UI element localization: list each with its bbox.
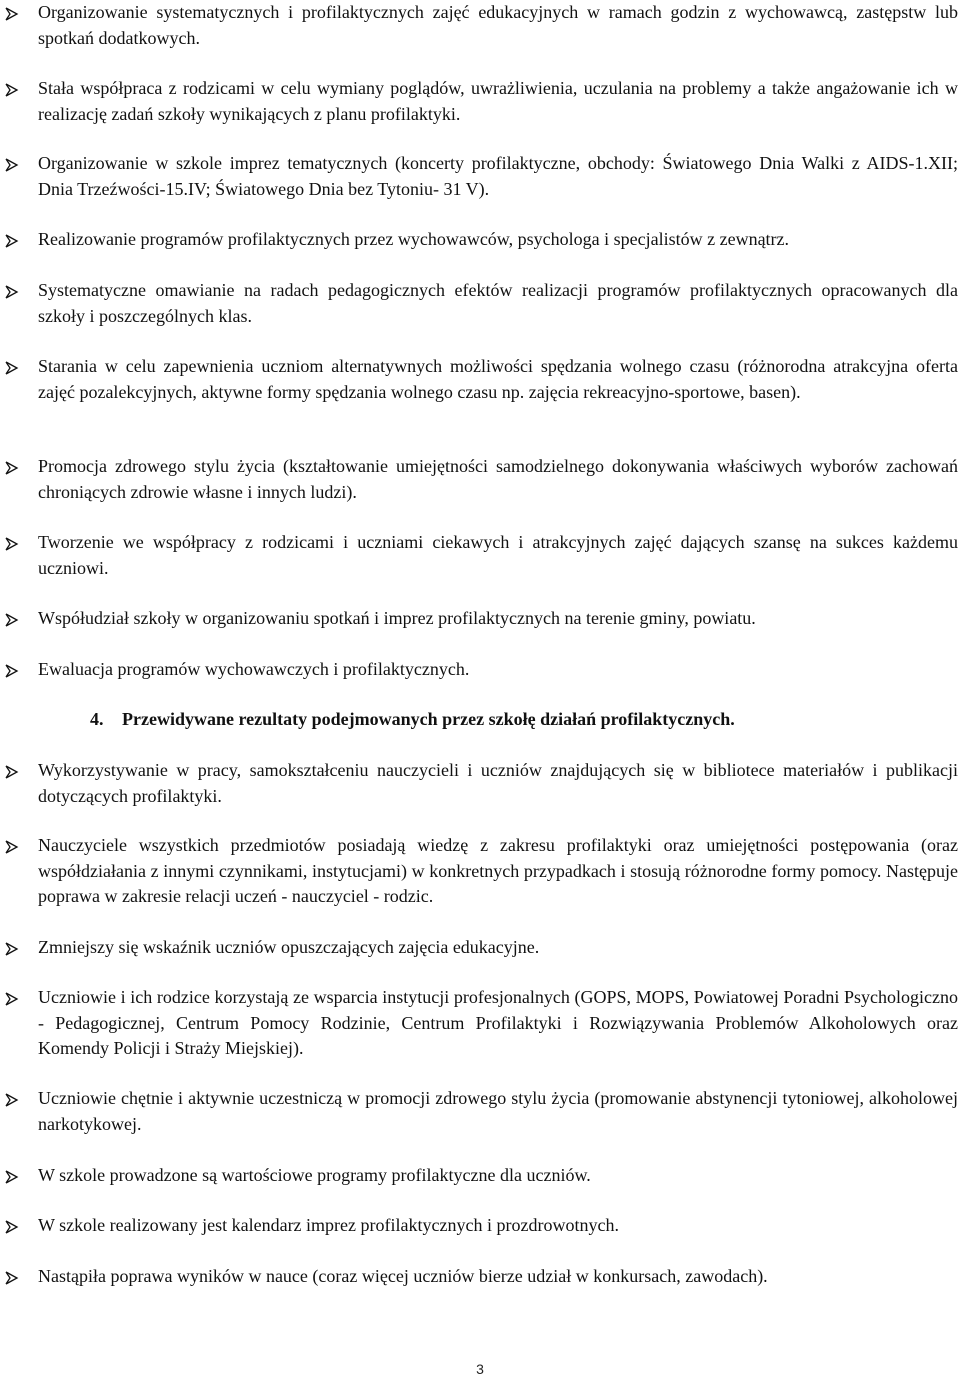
list-item [0, 0, 960, 51]
arrowhead-bullet-icon [5, 285, 19, 299]
arrowhead-bullet-icon [5, 83, 19, 97]
list-item-text: W szkole realizowany jest kalendarz imprez profilaktycznych i prozdrowotnych. [38, 1215, 619, 1235]
arrowhead-bullet-icon [5, 1220, 19, 1234]
list-item-text: Ewaluacja programów wychowawczych i profilaktycznych. [38, 659, 470, 679]
list-item [0, 1213, 960, 1239]
list-item [0, 833, 960, 910]
arrowhead-bullet-icon [5, 765, 19, 779]
list-item-text: Organizowanie systematycznych i profilaktycznych zajęć edukacyjnych w ramach godzin z wychowawcą, zastępstw lub spotkań dodatkowych. [38, 2, 958, 48]
list-item [0, 354, 960, 405]
list-item-text: Współudział szkoły w organizowaniu spotkań i imprez profilaktycznych na terenie gminy, powiatu. [38, 608, 756, 628]
list-item-text: Nastąpiła poprawa wyników w nauce (coraz więcej uczniów bierze udział w konkursach, zawodach). [38, 1266, 768, 1286]
arrowhead-bullet-icon [5, 537, 19, 551]
list-item-text: Zmniejszy się wskaźnik uczniów opuszczających zajęcia edukacyjne. [38, 937, 540, 957]
list-item [0, 151, 960, 202]
list-item [0, 606, 960, 632]
list-item-text: Uczniowie chętnie i aktywnie uczestniczą w promocji zdrowego stylu życia (promowanie abstynencji tytoniowej, alkoholowej narkotykowej. [38, 1088, 958, 1134]
list-item [0, 530, 960, 581]
arrowhead-bullet-icon [5, 613, 19, 627]
list-item [0, 935, 960, 961]
list-item-text: Tworzenie we współpracy z rodzicami i uczniami ciekawych i atrakcyjnych zajęć dających szansę na sukces każdemu uczniowi. [38, 532, 958, 578]
arrowhead-bullet-icon [5, 234, 19, 248]
arrowhead-bullet-icon [5, 158, 19, 172]
list-item-text: Promocja zdrowego stylu życia (kształtowanie umiejętności samodzielnego dokonywania właściwych wyborów zachowań chroniących zdrowie własne i innych ludzi). [38, 456, 958, 502]
arrowhead-bullet-icon [5, 840, 19, 854]
arrowhead-bullet-icon [5, 1170, 19, 1184]
list-item [0, 227, 960, 253]
list-item [0, 1163, 960, 1189]
list-item [0, 657, 960, 683]
list-item-text: Starania w celu zapewnienia uczniom alternatywnych możliwości spędzania wolnego czasu (różnorodna atrakcyjna oferta zajęć pozalekcyjnych, aktywne formy spędzania wolnego czasu np. zajęcia rekreacyjno-sportowe, basen). [38, 356, 958, 402]
list-item-text: Nauczyciele wszystkich przedmiotów posiadają wiedzę z zakresu profilaktyki oraz umiejętności postępowania (oraz współdziałania z innymi czynnikami, instytucjami) w konkretnych przypadkach i stosują różnorodne formy pomocy. Następuje poprawa w zakresie relacji uczeń - nauczyciel - rodzic. [38, 835, 958, 906]
section-title: Przewidywane rezultaty podejmowanych przez szkołę działań profilaktycznych. [122, 709, 735, 729]
arrowhead-bullet-icon [5, 361, 19, 375]
list-item [0, 1086, 960, 1137]
list-item [0, 454, 960, 505]
list-item-text: Systematyczne omawianie na radach pedagogicznych efektów realizacji programów profilaktycznych opracowanych dla szkoły i poszczególnych klas. [38, 280, 958, 326]
section-number: 4. [90, 709, 104, 729]
list-item-text: Uczniowie i ich rodzice korzystają ze wsparcia instytucji profesjonalnych (GOPS, MOPS, Powiatowej Poradni Psychologiczno - Pedagogicznej, Centrum Pomocy Rodzinie, Centrum Profilaktyki i Rozwiązywania Problemów Alkoholowych oraz Komendy Policji i Straży Miejskiej). [38, 987, 958, 1058]
arrowhead-bullet-icon [5, 664, 19, 678]
list-item-text: W szkole prowadzone są wartościowe programy profilaktyczne dla uczniów. [38, 1165, 591, 1185]
list-item [0, 278, 960, 329]
list-item [0, 76, 960, 127]
list-item-text: Organizowanie w szkole imprez tematycznych (koncerty profilaktyczne, obchody: Światowego Dnia Walki z AIDS-1.XII; Dnia Trzeźwości-15.IV; Światowego Dnia bez Tytoniu- 31 V). [38, 153, 958, 199]
arrowhead-bullet-icon [5, 461, 19, 475]
list-item-text: Wykorzystywanie w pracy, samokształceniu nauczycieli i uczniów znajdujących się w bibliotece materiałów i publikacji dotyczących profilaktyki. [38, 760, 958, 806]
list-item-text: Realizowanie programów profilaktycznych przez wychowawców, psychologa i specjalistów z zewnątrz. [38, 229, 790, 249]
arrowhead-bullet-icon [5, 942, 19, 956]
list-item-text: Stała współpraca z rodzicami w celu wymiany poglądów, uwrażliwienia, uczulania na problemy a także angażowanie ich w realizację zadań szkoły wynikających z planu profilaktyki. [38, 78, 958, 124]
arrowhead-bullet-icon [5, 1271, 19, 1285]
page-number: 3 [476, 1361, 484, 1377]
arrowhead-bullet-icon [5, 992, 19, 1006]
arrowhead-bullet-icon [5, 1093, 19, 1107]
arrowhead-bullet-icon [5, 7, 19, 21]
list-item [0, 985, 960, 1062]
list-item [0, 758, 960, 809]
list-item [0, 1264, 960, 1290]
